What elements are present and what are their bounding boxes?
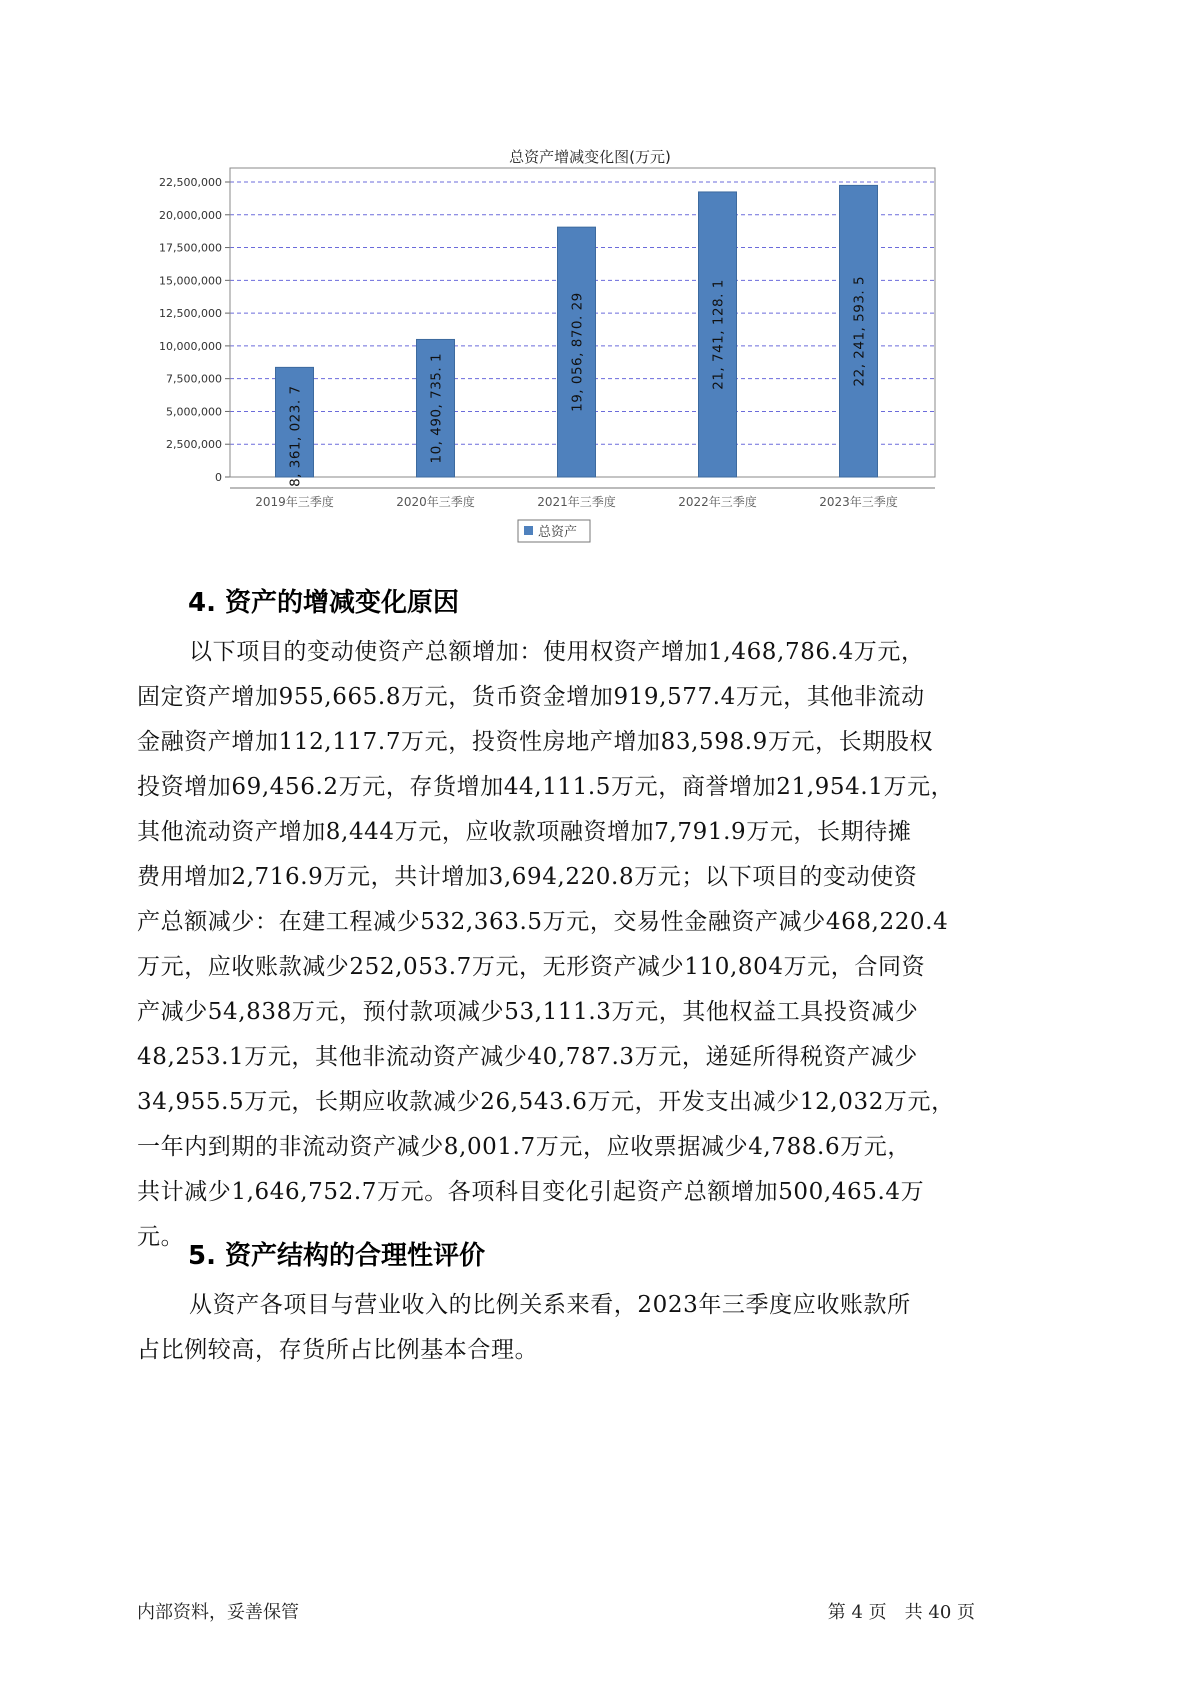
section4-line: 金融资产增加112,117.7万元，投资性房地产增加83,598.9万元，长期股权 bbox=[137, 729, 934, 755]
y-tick-label: 10,000,000 bbox=[159, 339, 222, 353]
y-tick-label: 20,000,000 bbox=[159, 208, 222, 222]
bar-value-label: 22, 241, 593. 5 bbox=[851, 275, 868, 387]
x-tick-label: 2023年三季度 bbox=[819, 495, 898, 509]
x-tick-label: 2020年三季度 bbox=[396, 495, 475, 509]
section5-paragraph bbox=[137, 1283, 911, 1373]
legend-label: 总资产 bbox=[538, 525, 578, 540]
section4-line: 其他流动资产增加8,444万元，应收款项融资增加7,791.9万元，长期待摊 bbox=[137, 819, 912, 845]
x-tick-label: 2021年三季度 bbox=[537, 495, 616, 509]
section4-paragraph bbox=[137, 630, 955, 1260]
footer-left: 内部资料，妥善保管 bbox=[137, 1602, 299, 1623]
section4-line: 34,955.5万元，长期应收款减少26,543.6万元，开发支出减少12,032万元， bbox=[137, 1089, 955, 1115]
legend-swatch bbox=[524, 526, 533, 535]
section5-line: 从资产各项目与营业收入的比例关系来看，2023年三季度应收账款所 bbox=[189, 1292, 911, 1318]
section5-line: 占比例较高，存货所占比例基本合理。 bbox=[137, 1337, 539, 1363]
section5-heading: 5. 资产结构的合理性评价 bbox=[188, 1241, 486, 1271]
bar-value-label: 19, 056, 870. 29 bbox=[569, 292, 586, 412]
section4-line: 费用增加2,716.9万元，共计增加3,694,220.8万元；以下项目的变动使资 bbox=[137, 864, 918, 890]
chart-svg bbox=[150, 138, 1030, 598]
x-tick-label: 2019年三季度 bbox=[255, 495, 334, 509]
bar-value-label: 10, 490, 735. 1 bbox=[428, 352, 445, 464]
section4-heading: 4. 资产的增减变化原因 bbox=[188, 588, 460, 618]
section4-line: 产减少54,838万元，预付款项减少53,111.3万元，其他权益工具投资减少 bbox=[137, 999, 919, 1025]
chart-title: 总资产增减变化图(万元) bbox=[509, 148, 671, 166]
y-tick-label: 22,500,000 bbox=[159, 176, 222, 189]
section4-line: 投资增加69,456.2万元，存货增加44,111.5万元，商誉增加21,954.1万元， bbox=[137, 774, 955, 800]
total-assets-chart bbox=[150, 138, 1030, 598]
footer-page-number: 第 4 页 共 40 页 bbox=[827, 1602, 975, 1623]
y-tick-label: 7,500,000 bbox=[166, 372, 222, 386]
section4-line: 共计减少1,646,752.7万元。各项科目变化引起资产总额增加500,465.4万 bbox=[137, 1179, 925, 1205]
y-tick-label: 15,000,000 bbox=[159, 274, 222, 288]
y-tick-label: 0 bbox=[215, 471, 222, 484]
x-tick-label: 2022年三季度 bbox=[678, 495, 757, 509]
section4-line: 产总额减少：在建工程减少532,363.5万元，交易性金融资产减少468,220.4 bbox=[137, 909, 949, 935]
y-tick-label: 5,000,000 bbox=[166, 405, 222, 419]
section4-line: 48,253.1万元，其他非流动资产减少40,787.3万元，递延所得税资产减少 bbox=[137, 1044, 918, 1070]
y-tick-label: 12,500,000 bbox=[159, 307, 222, 321]
bar-value-label: 8, 361, 023. 7 bbox=[287, 385, 304, 487]
y-tick-label: 2,500,000 bbox=[166, 438, 222, 452]
y-tick-label: 17,500,000 bbox=[159, 241, 222, 255]
section4-line: 固定资产增加955,665.8万元，货币资金增加919,577.4万元，其他非流动 bbox=[137, 684, 925, 710]
section4-line: 万元，应收账款减少252,053.7万元，无形资产减少110,804万元，合同资 bbox=[137, 954, 926, 980]
section4-line: 元。 bbox=[137, 1224, 185, 1250]
bar-value-label: 21, 741, 128. 1 bbox=[710, 279, 727, 390]
section4-line: 以下项目的变动使资产总额增加：使用权资产增加1,468,786.4万元， bbox=[189, 639, 925, 665]
section4-line: 一年内到期的非流动资产减少8,001.7万元，应收票据减少4,788.6万元， bbox=[137, 1134, 911, 1160]
